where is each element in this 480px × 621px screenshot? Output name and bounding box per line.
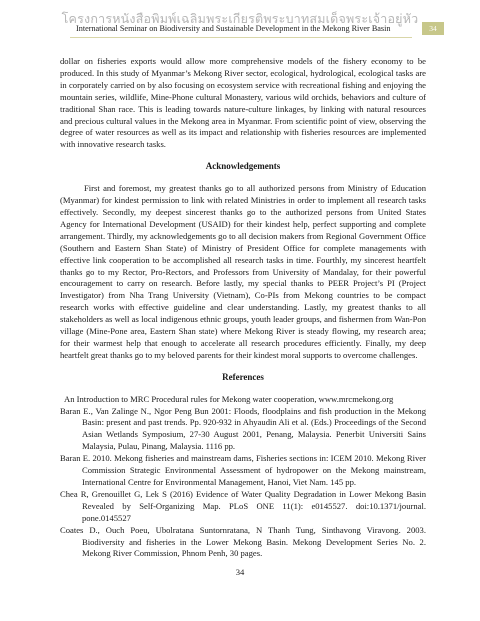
acknowledgements-paragraph: First and foremost, my greatest thanks go to all authorized persons from Ministry of Education (Myanmar) for kindest permission to link with related Ministries in order to implement all research tasks effectively. Secondly, my deepest sincerest thanks go to the authorized persons from United States Agency for International Development (USAID) for their kindest help, perfect supporting and complete arrangement. Thirdly, my acknowledgements go to all decision makers from Regional Government Office (Southern and Eastern Shan State) of Ministry of President Office for complete managements with effective link cooperation to be accomplished all research tasks in time. Fourthly, my sincerest heartfelt thanks go to my Rector, Pro-Rectors, and Professors from University of Mandalay, for their powerful encouragement to carry on research. Before lastly, my special thanks to PEER Project’s PI (Project Investigator) from Nha Trang University (Vietnam), Co-PIs from Mekong countries to be compact research works with effective guideline and clear understanding. Lastly, my greatest thanks to all stakeholders as well as local indigenous ethnic groups, youth leader groups, and fishermen from Wan-Pon village (Mine-Pone area, Eastern Shan state) where Mekong River is steady flowing, my research area; for their warmest help that enough to accelerate all research procedures efficiently. Finally, my deep heartfelt great thanks go to my beloved parents for their kindest moral supports to overcome challenges. [60, 183, 426, 360]
header-thai-title: โครงการหนังสือพิมพ์เฉลิมพระเกียรติพระบาทสมเด็จพระเจ้าอยู่หัว [61, 11, 419, 26]
reference-list [60, 394, 426, 561]
reference-item: Coates D., Ouch Poeu, Ubolratana Suntornratana, N Thanh Tung, Sinthavong Viravong. 2003. Biodiversity and fisheries in the Lower Mekong Basin. Mekong Development Series No. 2. Mekong River Commission, Phnom Penh, 30 pages. [60, 524, 426, 559]
header-divider [70, 37, 412, 38]
header-page-tab: 34 [422, 22, 444, 35]
intro-paragraph: dollar on fisheries exports would allow more comprehensive models of the fishery economy to be produced. In this study of Myanmar’s Mekong River sector, ecological, hydrological, ecological tasks are in corporately carried on by also focusing on ecosystem service with recreational fishing and enjoying the mountain series, wildlife, Mine-Phone cultural Monastery, various wild orchids, behaviors and culture of traditional Shan race. This is leading towards nature-culture linkages, by linking with natural resources and precious cultural values in the Mekong area in Myanmar. From scientific point of view, observing the degree of water resources as well as its impact and relationship with fisheries resources are implemented with innovative research tasks. [60, 56, 426, 150]
reference-item: Baran E. 2010. Mekong fisheries and mainstream dams, Fisheries sections in: ICEM 2010. Mekong River Commission Strategic Environmental Assessment of hydropower on the Mekong mainstream, International Centre for Environmental Management, Hanoi, Viet Nam. 145 pp. [60, 453, 426, 487]
footer-page-number: 34 [235, 567, 245, 577]
acknowledgements-heading: Acknowledgements [205, 161, 281, 172]
header-english-title: International Seminar on Biodiversity and Sustainable Development in the Mekong River Basin [76, 24, 391, 33]
reference-item: An Introduction to MRC Procedural rules for Mekong water cooperation, www.mrcmekong.org [64, 393, 394, 404]
page-header [0, 0, 480, 60]
reference-item: Baran E., Van Zalinge N., Ngor Peng Bun 2001: Floods, floodplains and fish production in the Mekong Basin: present and past trends. Pp. 920-932 in Ahyaudin Ali et al. (Eds.) Proceedings of the Second Asian Wetlands Symposium, 27-30 August 2001, Penang, Malaysia. Penerbit Universiti Sains Malaysia, Pulau, Pinang, Malaysia. 1116 pp. [60, 405, 426, 452]
page-body [60, 56, 426, 560]
references-heading: References [222, 371, 264, 382]
reference-item: Chea R, Grenouillet G, Lek S (2016) Evidence of Water Quality Degradation in Lower Mekong Basin Revealed by Self-Organizing Map. PLoS ONE 11(1): e0145527. doi:10.1371/journal. pone.0145527 [60, 488, 426, 523]
